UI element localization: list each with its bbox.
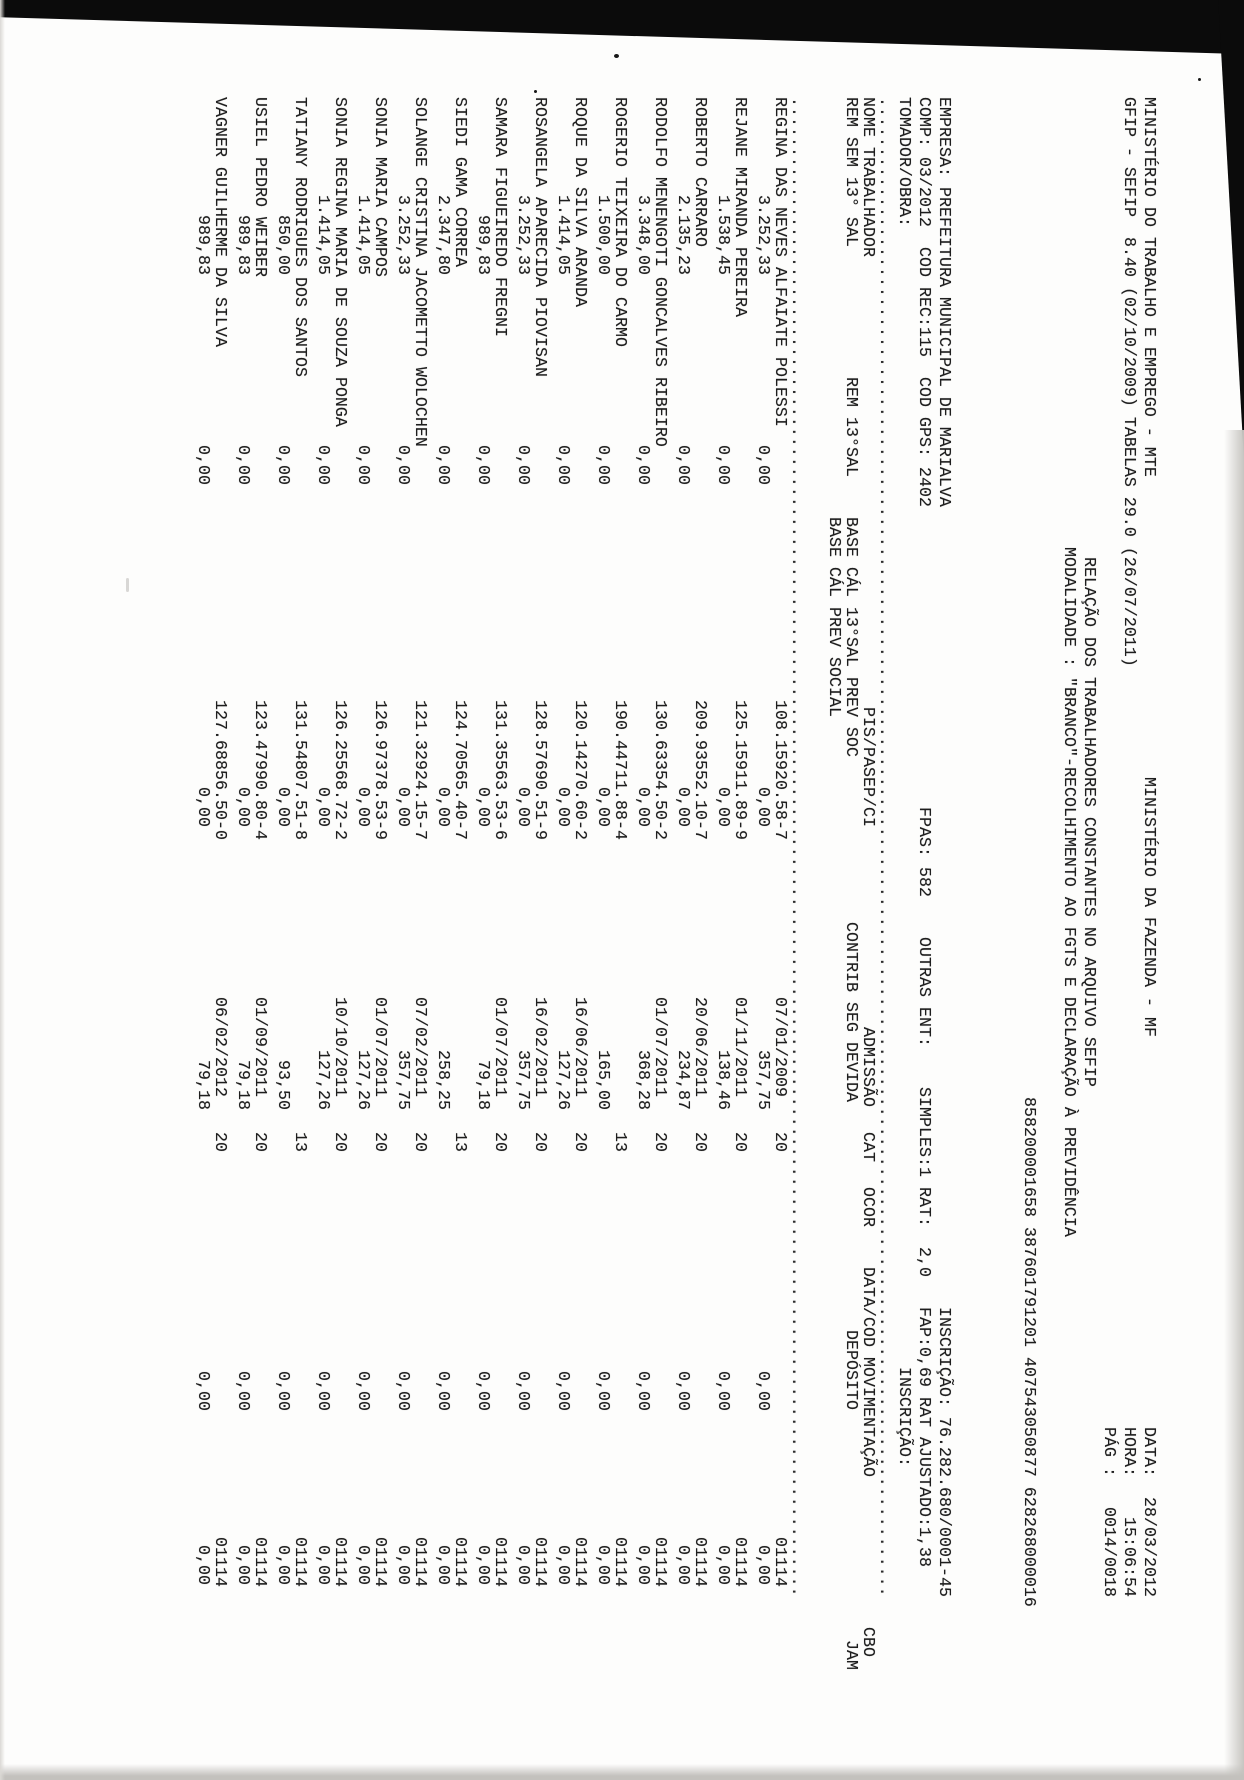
worker-rem: 3.252,33 xyxy=(754,195,773,275)
worker-value-line xyxy=(674,97,691,1707)
doc-line-protocol xyxy=(1019,97,1039,1707)
worker-deposito: 0,00 xyxy=(434,1371,453,1411)
doc-line-org xyxy=(1139,97,1159,1707)
doc-line-empresa xyxy=(934,97,954,1707)
scan-speck xyxy=(126,578,129,592)
worker-name: ROGERIO TEIXEIRA DO CARMO xyxy=(611,97,630,347)
worker-contrib: 127,26 xyxy=(314,1050,333,1110)
outras-ent-label: OUTRAS ENT: xyxy=(915,937,934,1047)
worker-base13: 0,00 xyxy=(354,787,373,827)
worker-value-line xyxy=(194,97,211,1707)
col-base13: BASE CÁL 13°SAL PREV SOC xyxy=(842,517,861,757)
worker-name-line xyxy=(451,97,468,1707)
worker-rem13: 0,00 xyxy=(514,445,533,485)
worker-cat: 20 xyxy=(371,1132,390,1152)
worker-base13: 0,00 xyxy=(314,787,333,827)
rat-ajustado-label: RAT AJUSTADO:1,38 xyxy=(915,1397,934,1567)
modalidade-text: MODALIDADE : "BRANCO"-RECOLHIMENTO AO FGTS E DECLARAÇÃO À PREVIDÊNCIA xyxy=(1060,547,1079,1237)
worker-cat: 20 xyxy=(691,1132,710,1152)
worker-jam: 0,00 xyxy=(634,1545,653,1585)
worker-name: ROBERTO CARRARO xyxy=(691,97,710,247)
worker-deposito: 0,00 xyxy=(634,1371,653,1411)
dotted-rule: ...................................................................................................................................................... xyxy=(788,97,807,1597)
worker-deposito: 0,00 xyxy=(554,1371,573,1411)
worker-base13: 0,00 xyxy=(714,787,733,827)
worker-cbo: 01114 xyxy=(371,1537,390,1587)
worker-value-line xyxy=(274,97,291,1707)
worker-value-line xyxy=(234,97,251,1707)
col-pis: PIS/PASEP/CI xyxy=(859,707,878,827)
worker-name-line xyxy=(531,97,548,1707)
scan-shadow-right xyxy=(1224,430,1244,1780)
worker-jam: 0,00 xyxy=(474,1545,493,1585)
scan-shadow-bottom xyxy=(0,1764,1244,1780)
col-cbo: CBO xyxy=(859,1627,878,1657)
worker-cbo: 01114 xyxy=(731,1537,750,1587)
worker-admissao: 07/01/2009 xyxy=(771,997,790,1097)
worker-name: TATIANY RODRIGUES DOS SANTOS xyxy=(291,97,310,377)
worker-pis: 209.93552.10-7 xyxy=(691,700,710,840)
worker-rem13: 0,00 xyxy=(634,445,653,485)
worker-rem13: 0,00 xyxy=(714,445,733,485)
worker-rem13: 0,00 xyxy=(474,445,493,485)
worker-cbo: 01114 xyxy=(451,1537,470,1587)
fap-label: FAP:0,69 xyxy=(915,1307,934,1387)
empresa-label: EMPRESA: PREFEITURA MUNICIPAL DE MARIALVA xyxy=(935,97,954,507)
worker-rem: 1.414,05 xyxy=(314,195,333,275)
worker-cbo: 01114 xyxy=(571,1537,590,1587)
worker-cbo: 01114 xyxy=(491,1537,510,1587)
worker-pis: 126.97378.53-9 xyxy=(371,700,390,840)
worker-rem13: 0,00 xyxy=(674,445,693,485)
worker-cat: 13 xyxy=(451,1132,470,1152)
worker-contrib: 127,26 xyxy=(554,1050,573,1110)
cod-gps-label: COD GPS: 2402 xyxy=(915,377,934,507)
worker-contrib: 79,18 xyxy=(194,1060,213,1110)
doc-line-modalidade xyxy=(1059,97,1079,1707)
worker-admissao: 01/07/2011 xyxy=(491,997,510,1097)
worker-cbo: 01114 xyxy=(291,1537,310,1587)
worker-cbo: 01114 xyxy=(251,1537,270,1587)
worker-cat: 13 xyxy=(611,1132,630,1152)
col-deposito: DEPÓSITO xyxy=(842,1330,861,1410)
worker-deposito: 0,00 xyxy=(514,1371,533,1411)
worker-name: SIEDI GAMA CORREA xyxy=(451,97,470,267)
worker-name-line xyxy=(731,97,748,1707)
worker-jam: 0,00 xyxy=(674,1545,693,1585)
worker-pis: 108.15920.58-7 xyxy=(771,700,790,840)
worker-name: USIEL PEDRO WEIBER xyxy=(251,97,270,277)
col-cat: CAT xyxy=(859,1132,878,1162)
simples-label: SIMPLES:1 xyxy=(915,1087,934,1177)
worker-value-line xyxy=(634,97,651,1707)
worker-cbo: 01114 xyxy=(331,1537,350,1587)
worker-admissao: 16/02/2011 xyxy=(531,997,550,1097)
worker-rem13: 0,00 xyxy=(434,445,453,485)
worker-cbo: 01114 xyxy=(611,1537,630,1587)
worker-base13: 0,00 xyxy=(754,787,773,827)
scan-speck xyxy=(614,54,619,58)
doc-line-pag xyxy=(1099,97,1119,1707)
worker-rem: 1.414,05 xyxy=(354,195,373,275)
worker-name-line xyxy=(371,97,388,1707)
table-header-1 xyxy=(858,97,878,1707)
worker-deposito: 0,00 xyxy=(274,1371,293,1411)
worker-name: REGINA DAS NEVES ALFAIATE POLESSI xyxy=(771,97,790,427)
worker-cat: 20 xyxy=(211,1132,230,1152)
worker-name: SONIA MARIA CAMPOS xyxy=(371,97,390,277)
worker-pis: 125.15911.89-9 xyxy=(731,700,750,840)
worker-deposito: 0,00 xyxy=(394,1371,413,1411)
worker-contrib: 79,18 xyxy=(234,1060,253,1110)
worker-base13: 0,00 xyxy=(274,787,293,827)
worker-base13: 0,00 xyxy=(194,787,213,827)
worker-name-line xyxy=(651,97,668,1707)
worker-name-line xyxy=(211,97,228,1707)
worker-pis: 120.14270.60-2 xyxy=(571,700,590,840)
worker-base13: 0,00 xyxy=(394,787,413,827)
worker-rem: 1.500,00 xyxy=(594,195,613,275)
worker-cbo: 01114 xyxy=(651,1537,670,1587)
worker-jam: 0,00 xyxy=(714,1545,733,1585)
fpas-label: FPAS: 582 xyxy=(915,807,934,897)
worker-cbo: 01114 xyxy=(411,1537,430,1587)
col-contrib: CONTRIB SEG DEVIDA xyxy=(842,922,861,1102)
worker-name: ROQUE DA SILVA ARANDA xyxy=(571,97,590,307)
col-rem13: REM 13°SAL xyxy=(842,377,861,477)
comp-label: COMP: 03/2012 xyxy=(915,97,934,227)
worker-base13: 0,00 xyxy=(434,787,453,827)
worker-rem: 2.135,23 xyxy=(674,195,693,275)
col-base-prev-social: BASE CÁL PREV SOCIAL xyxy=(825,517,844,717)
worker-name-line xyxy=(411,97,428,1707)
worker-pis: 131.54807.51-8 xyxy=(291,700,310,840)
worker-value-line xyxy=(754,97,771,1707)
worker-admissao: 01/11/2011 xyxy=(731,997,750,1097)
worker-contrib: 357,75 xyxy=(394,1050,413,1110)
doc-line-comp xyxy=(914,97,934,1707)
worker-rem13: 0,00 xyxy=(234,445,253,485)
worker-value-line xyxy=(354,97,371,1707)
doc-rule xyxy=(875,97,895,1707)
table-header-3 xyxy=(824,97,844,1707)
worker-cat: 20 xyxy=(491,1132,510,1152)
worker-pis: 123.47990.80-4 xyxy=(251,700,270,840)
worker-contrib: 165,00 xyxy=(594,1050,613,1110)
worker-contrib: 138,46 xyxy=(714,1050,733,1110)
worker-jam: 0,00 xyxy=(394,1545,413,1585)
worker-rem13: 0,00 xyxy=(594,445,613,485)
worker-name-line xyxy=(571,97,588,1707)
worker-deposito: 0,00 xyxy=(474,1371,493,1411)
worker-value-line xyxy=(434,97,451,1707)
worker-admissao: 16/06/2011 xyxy=(571,997,590,1097)
col-jam: JAM xyxy=(842,1640,861,1670)
worker-pis: 128.57690.51-9 xyxy=(531,700,550,840)
worker-name: VAGNER GUILHERME DA SILVA xyxy=(211,97,230,347)
worker-admissao: 07/02/2011 xyxy=(411,997,430,1097)
worker-jam: 0,00 xyxy=(594,1545,613,1585)
worker-deposito: 0,00 xyxy=(714,1371,733,1411)
worker-cat: 20 xyxy=(731,1132,750,1152)
worker-cbo: 01114 xyxy=(771,1537,790,1587)
doc-line-app xyxy=(1119,97,1139,1707)
worker-contrib: 357,75 xyxy=(514,1050,533,1110)
worker-value-line xyxy=(594,97,611,1707)
worker-jam: 0,00 xyxy=(194,1545,213,1585)
rat-label: RAT: 2,0 xyxy=(915,1187,934,1277)
worker-deposito: 0,00 xyxy=(194,1371,213,1411)
scan-speck xyxy=(1198,78,1201,81)
worker-cat: 20 xyxy=(331,1132,350,1152)
worker-rem: 2.347,80 xyxy=(434,195,453,275)
worker-rem: 850,00 xyxy=(274,215,293,275)
worker-base13: 0,00 xyxy=(474,787,493,827)
worker-jam: 0,00 xyxy=(234,1545,253,1585)
worker-cat: 20 xyxy=(531,1132,550,1152)
worker-deposito: 0,00 xyxy=(354,1371,373,1411)
worker-deposito: 0,00 xyxy=(314,1371,333,1411)
date-label: DATA: xyxy=(1140,1427,1159,1477)
worker-pis: 126.25568.72-2 xyxy=(331,700,350,840)
worker-value-line xyxy=(474,97,491,1707)
worker-name-line xyxy=(691,97,708,1707)
worker-value-line xyxy=(554,97,571,1707)
worker-name-line xyxy=(331,97,348,1707)
worker-admissao: 20/06/2011 xyxy=(691,997,710,1097)
tomador-inscricao-label: INSCRIÇÃO: xyxy=(895,1367,914,1467)
worker-rem: 3.252,33 xyxy=(394,195,413,275)
worker-contrib: 127,26 xyxy=(354,1050,373,1110)
cod-rec-label: COD REC:115 xyxy=(915,247,934,357)
worker-rem: 3.348,00 xyxy=(634,195,653,275)
col-nome: NOME TRABALHADOR xyxy=(859,97,878,257)
worker-base13: 0,00 xyxy=(594,787,613,827)
col-ocor: OCOR xyxy=(859,1187,878,1227)
worker-rem13: 0,00 xyxy=(554,445,573,485)
worker-base13: 0,00 xyxy=(234,787,253,827)
worker-name-line xyxy=(251,97,268,1707)
worker-cbo: 01114 xyxy=(211,1537,230,1587)
worker-contrib: 258,25 xyxy=(434,1050,453,1110)
worker-cat: 20 xyxy=(411,1132,430,1152)
worker-base13: 0,00 xyxy=(674,787,693,827)
worker-name: SAMARA FIGUEIREDO FREGNI xyxy=(491,97,510,337)
worker-name-line xyxy=(611,97,628,1707)
worker-rem13: 0,00 xyxy=(314,445,333,485)
col-admissao: ADMISSÃO xyxy=(859,1027,878,1107)
worker-rem: 989,83 xyxy=(234,215,253,275)
worker-pis: 190.44711.88-4 xyxy=(611,700,630,840)
worker-admissao: 10/10/2011 xyxy=(331,997,350,1097)
worker-jam: 0,00 xyxy=(514,1545,533,1585)
worker-name: REJANE MIRANDA PEREIRA xyxy=(731,97,750,317)
org-right-label: MINISTÉRIO DA FAZENDA - MF xyxy=(1140,777,1159,1037)
worker-cat: 20 xyxy=(571,1132,590,1152)
hora-label: HORA: xyxy=(1120,1427,1139,1477)
scan-speck xyxy=(534,90,537,93)
worker-rem: 989,83 xyxy=(474,215,493,275)
worker-pis: 130.63354.50-2 xyxy=(651,700,670,840)
pag-value: 0014/0018 xyxy=(1100,1507,1119,1597)
app-version-label: GFIP - SEFIP 8.40 (02/10/2009) TABELAS 29.0 (26/07/2011) xyxy=(1120,97,1139,667)
doc-line-tomador xyxy=(894,97,914,1707)
col-movimentacao: DATA/COD MOVIMENTAÇÃO xyxy=(859,1267,878,1477)
inscricao-value: INSCRIÇÃO: 76.282.680/0001-45 xyxy=(935,1307,954,1597)
worker-name: ROSANGELA APARECIDA PIOVISAN xyxy=(531,97,550,377)
worker-name-line xyxy=(291,97,308,1707)
worker-name-line xyxy=(491,97,508,1707)
worker-pis: 131.35563.53-6 xyxy=(491,700,510,840)
worker-admissao: 01/07/2011 xyxy=(371,997,390,1097)
worker-value-line xyxy=(714,97,731,1707)
tomador-label: TOMADOR/OBRA: xyxy=(895,97,914,227)
worker-name: SOLANGE CRISTINA JACOMETTO WOLOCHEN xyxy=(411,97,430,447)
worker-rem13: 0,00 xyxy=(194,445,213,485)
protocol-number: 858200001658 387601791201 407543050877 628268000016 xyxy=(1020,1097,1039,1607)
worker-rem: 3.252,33 xyxy=(514,195,533,275)
worker-value-line xyxy=(394,97,411,1707)
worker-cbo: 01114 xyxy=(531,1537,550,1587)
worker-contrib: 93,50 xyxy=(274,1060,293,1110)
worker-pis: 121.32924.15-7 xyxy=(411,700,430,840)
dotted-rule: ...................................................................................................................................................... xyxy=(876,97,895,1597)
worker-rem13: 0,00 xyxy=(754,445,773,485)
worker-cat: 20 xyxy=(771,1132,790,1152)
hora-value: 15:06:54 xyxy=(1120,1517,1139,1597)
worker-base13: 0,00 xyxy=(554,787,573,827)
worker-jam: 0,00 xyxy=(554,1545,573,1585)
worker-name: RODOLFO MENENGOTI GONCALVES RIBEIRO xyxy=(651,97,670,447)
doc-line-title xyxy=(1079,97,1099,1707)
worker-admissao: 01/07/2011 xyxy=(651,997,670,1097)
worker-name: SONIA REGINA MARIA DE SOUZA PONGA xyxy=(331,97,350,427)
worker-deposito: 0,00 xyxy=(754,1371,773,1411)
worker-cat: 20 xyxy=(251,1132,270,1152)
pag-label: PÁG : xyxy=(1100,1427,1119,1477)
worker-deposito: 0,00 xyxy=(234,1371,253,1411)
worker-value-line xyxy=(314,97,331,1707)
col-rem: REM SEM 13° SAL xyxy=(842,97,861,247)
worker-jam: 0,00 xyxy=(274,1545,293,1585)
table-header-2 xyxy=(841,97,861,1707)
worker-deposito: 0,00 xyxy=(594,1371,613,1411)
worker-name-line xyxy=(771,97,788,1707)
worker-jam: 0,00 xyxy=(314,1545,333,1585)
worker-rem: 989,83 xyxy=(194,215,213,275)
worker-cat: 20 xyxy=(651,1132,670,1152)
worker-contrib: 368,28 xyxy=(634,1050,653,1110)
worker-jam: 0,00 xyxy=(354,1545,373,1585)
worker-base13: 0,00 xyxy=(514,787,533,827)
worker-rem13: 0,00 xyxy=(394,445,413,485)
worker-contrib: 234,87 xyxy=(674,1050,693,1110)
date-value: 28/03/2012 xyxy=(1140,1497,1159,1597)
worker-rem13: 0,00 xyxy=(354,445,373,485)
worker-deposito: 0,00 xyxy=(674,1371,693,1411)
worker-admissao: 06/02/2012 xyxy=(211,997,230,1097)
worker-rem: 1.538,45 xyxy=(714,195,733,275)
worker-admissao: 01/09/2011 xyxy=(251,997,270,1097)
worker-pis: 124.70565.40-7 xyxy=(451,700,470,840)
worker-rem13: 0,00 xyxy=(274,445,293,485)
worker-contrib: 357,75 xyxy=(754,1050,773,1110)
worker-cbo: 01114 xyxy=(691,1537,710,1587)
worker-cat: 13 xyxy=(291,1132,310,1152)
worker-jam: 0,00 xyxy=(754,1545,773,1585)
worker-jam: 0,00 xyxy=(434,1545,453,1585)
worker-rem: 1.414,05 xyxy=(554,195,573,275)
doc-rule xyxy=(787,97,807,1707)
worker-base13: 0,00 xyxy=(634,787,653,827)
org-left-label: MINISTÉRIO DO TRABALHO E EMPREGO - MTE xyxy=(1140,97,1159,477)
report-title: RELAÇÃO DOS TRABALHADORES CONSTANTES NO ARQUIVO SEFIP xyxy=(1080,557,1099,1087)
worker-value-line xyxy=(514,97,531,1707)
scan-shadow-left xyxy=(0,0,5,1780)
worker-contrib: 79,18 xyxy=(474,1060,493,1110)
worker-pis: 127.68856.50-0 xyxy=(211,700,230,840)
